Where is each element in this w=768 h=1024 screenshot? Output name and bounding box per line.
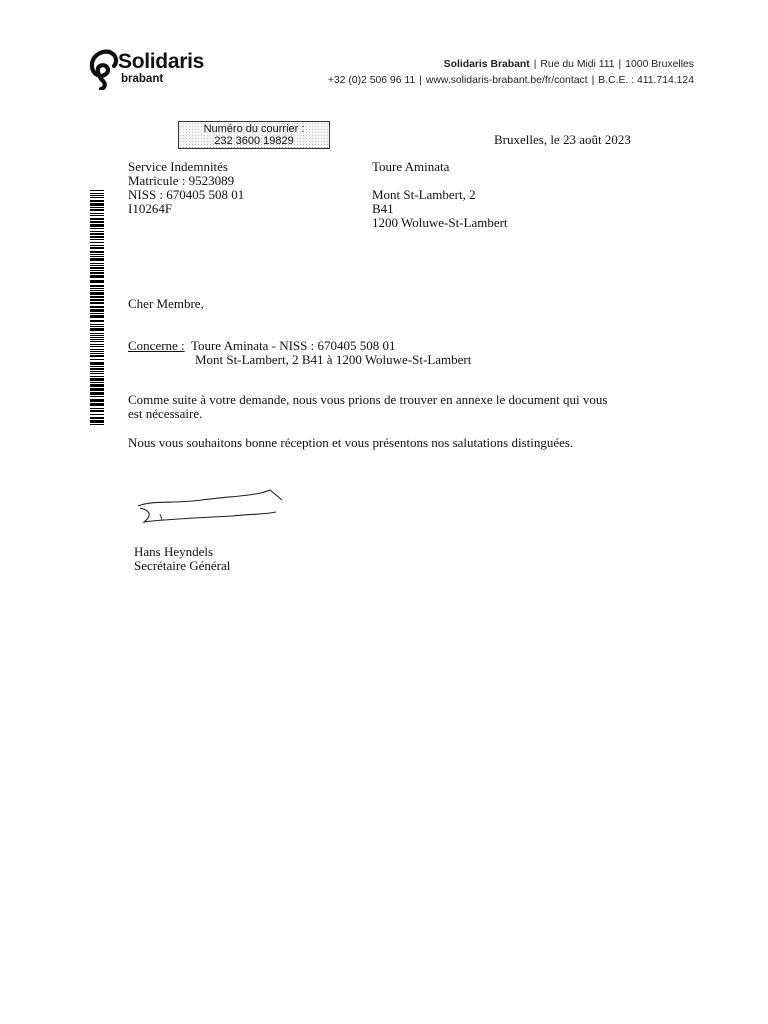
reference-code: I10264F <box>128 201 173 216</box>
barcode-bar <box>90 302 104 304</box>
salutation: Cher Membre, <box>128 296 204 311</box>
barcode-bar <box>90 265 104 266</box>
barcode-bar <box>90 333 104 334</box>
org-street: Rue du Midi 111 <box>540 59 615 70</box>
barcode-bar <box>90 349 104 350</box>
barcode-bar <box>90 324 104 325</box>
barcode-bar <box>90 366 104 367</box>
barcode-bar <box>90 239 104 240</box>
mail-number-box <box>178 121 330 149</box>
signature-icon <box>132 484 290 530</box>
barcode-bar <box>90 193 104 194</box>
barcode-bar <box>90 382 104 383</box>
barcode-bar <box>90 337 104 338</box>
barcode-bar <box>90 190 104 191</box>
body-paragraph-1 <box>128 393 607 421</box>
barcode-bar <box>90 247 104 249</box>
logo-name: Solidaris <box>118 50 204 73</box>
barcode-bar <box>90 215 104 216</box>
barcode-bar <box>90 218 104 220</box>
barcode-bar <box>90 290 104 291</box>
body-paragraph-1-line-1: Comme suite à votre demande, nous vous prions de trouver en annexe le document qui vous <box>128 392 608 407</box>
barcode-bar <box>90 362 104 365</box>
subject-line-2: Mont St-Lambert, 2 B41 à 1200 Woluwe-St-Lambert <box>195 352 472 367</box>
sender-reference <box>128 160 244 216</box>
barcode-bar <box>90 275 104 278</box>
barcode-bar <box>90 326 104 327</box>
barcode-bar <box>90 228 104 229</box>
subject-line-1: Toure Aminata - NISS : 670405 508 01 <box>190 338 396 353</box>
barcode-bar <box>90 376 104 377</box>
barcode-bar <box>90 236 104 238</box>
service-name: Service Indemnités <box>128 159 228 174</box>
matricule: Matricule : 9523089 <box>128 173 235 188</box>
barcode-bar <box>90 351 104 352</box>
barcode-bar <box>90 245 104 246</box>
barcode-bar <box>90 251 104 253</box>
logo-sub: brabant <box>121 73 164 85</box>
barcode-bar <box>90 254 104 255</box>
barcode-bar <box>90 408 104 409</box>
barcode-bar <box>90 417 104 419</box>
solidaris-logo <box>88 48 228 90</box>
org-name: Solidaris Brabant <box>443 59 530 70</box>
mail-number-label: Numéro du courrier : <box>179 123 329 135</box>
barcode-bar <box>90 388 104 391</box>
letter-date: Bruxelles, le 23 août 2023 <box>494 132 631 147</box>
barcode-bar <box>90 270 104 271</box>
barcode-bar <box>90 233 104 235</box>
barcode-bar <box>90 203 104 206</box>
barcode-bar <box>90 197 104 198</box>
barcode-bar <box>90 288 104 289</box>
barcode-bar <box>90 221 104 223</box>
barcode-bar <box>90 309 104 312</box>
barcode-bar <box>90 280 104 283</box>
body-paragraph-1-line-2: est nécessaire. <box>128 406 203 421</box>
barcode-bar <box>90 256 104 257</box>
org-website[interactable]: www.solidaris-brabant.be/fr/contact <box>425 75 588 86</box>
barcode-bar <box>90 315 104 318</box>
niss: NISS : 670405 508 01 <box>128 187 245 202</box>
barcode-bar <box>90 392 104 395</box>
barcode-bar <box>90 272 104 274</box>
mail-number-value: 232 3600 19829 <box>179 135 329 147</box>
org-bce: B.C.E. : 411.714.124 <box>598 75 694 86</box>
barcode-bar <box>90 384 104 387</box>
barcode-bar <box>90 346 104 347</box>
barcode-bar <box>90 242 104 243</box>
barcode-bar <box>90 341 104 342</box>
signatory-title: Secrétaire Général <box>134 558 231 573</box>
barcode-bar <box>90 420 104 423</box>
barcode-bar <box>90 209 104 211</box>
barcode-bar <box>90 353 104 354</box>
signatory-name: Hans Heyndels <box>134 544 214 559</box>
recipient-box: B41 <box>372 201 394 216</box>
barcode-bar <box>90 403 104 406</box>
org-city: 1000 Bruxelles <box>625 59 694 70</box>
barcode-bar <box>90 424 104 425</box>
recipient-city: 1200 Woluwe-St-Lambert <box>372 215 508 230</box>
barcode-bar <box>90 200 104 202</box>
barcode-bar <box>90 267 104 269</box>
barcode-bar <box>90 399 104 402</box>
barcode-bar <box>90 396 104 397</box>
barcode-bar <box>90 292 104 295</box>
barcode-bar <box>90 299 104 301</box>
subject-label: Concerne : <box>128 338 185 353</box>
barcode-bar <box>90 355 104 357</box>
barcode-bar <box>90 320 104 322</box>
barcode-bar <box>90 335 104 336</box>
barcode-bar <box>90 368 104 370</box>
barcode-bar <box>90 231 104 232</box>
barcode-bar <box>90 224 104 227</box>
barcode-bar <box>90 378 104 381</box>
barcode-bar <box>90 263 104 264</box>
barcode-bar <box>90 306 104 308</box>
barcode-bar <box>90 344 104 345</box>
barcode-bar <box>90 414 104 415</box>
barcode-bar <box>90 359 104 360</box>
header-contact: +32 (0)2 506 96 11 | www.solidaris-brabant.be/fr/contact | B.C.E. : 411.714.124 <box>327 75 694 86</box>
recipient-street: Mont St-Lambert, 2 <box>372 187 476 202</box>
barcode-icon <box>90 190 104 426</box>
barcode-bar <box>90 313 104 314</box>
barcode-bar <box>90 258 104 261</box>
barcode-bar <box>90 213 104 214</box>
barcode-bar <box>90 328 104 331</box>
barcode-bar <box>90 339 104 340</box>
barcode-bar <box>90 207 104 208</box>
barcode-bar <box>90 296 104 298</box>
recipient-name: Toure Aminata <box>372 159 450 174</box>
barcode-bar <box>90 285 104 287</box>
org-phone: +32 (0)2 506 96 11 <box>327 75 416 86</box>
header-address: Solidaris Brabant | Rue du Midi 111 | 1000 Bruxelles <box>443 59 694 70</box>
subject-block <box>128 339 471 367</box>
barcode-bar <box>90 371 104 372</box>
barcode-bar <box>90 195 104 196</box>
barcode-bar <box>90 373 104 374</box>
barcode-bar <box>90 410 104 412</box>
solidaris-logo-mark-icon <box>88 48 122 90</box>
recipient-address <box>372 160 508 230</box>
signatory <box>134 545 230 573</box>
body-paragraph-2: Nous vous souhaitons bonne réception et vous présentons nos salutations distinguées. <box>128 435 574 450</box>
